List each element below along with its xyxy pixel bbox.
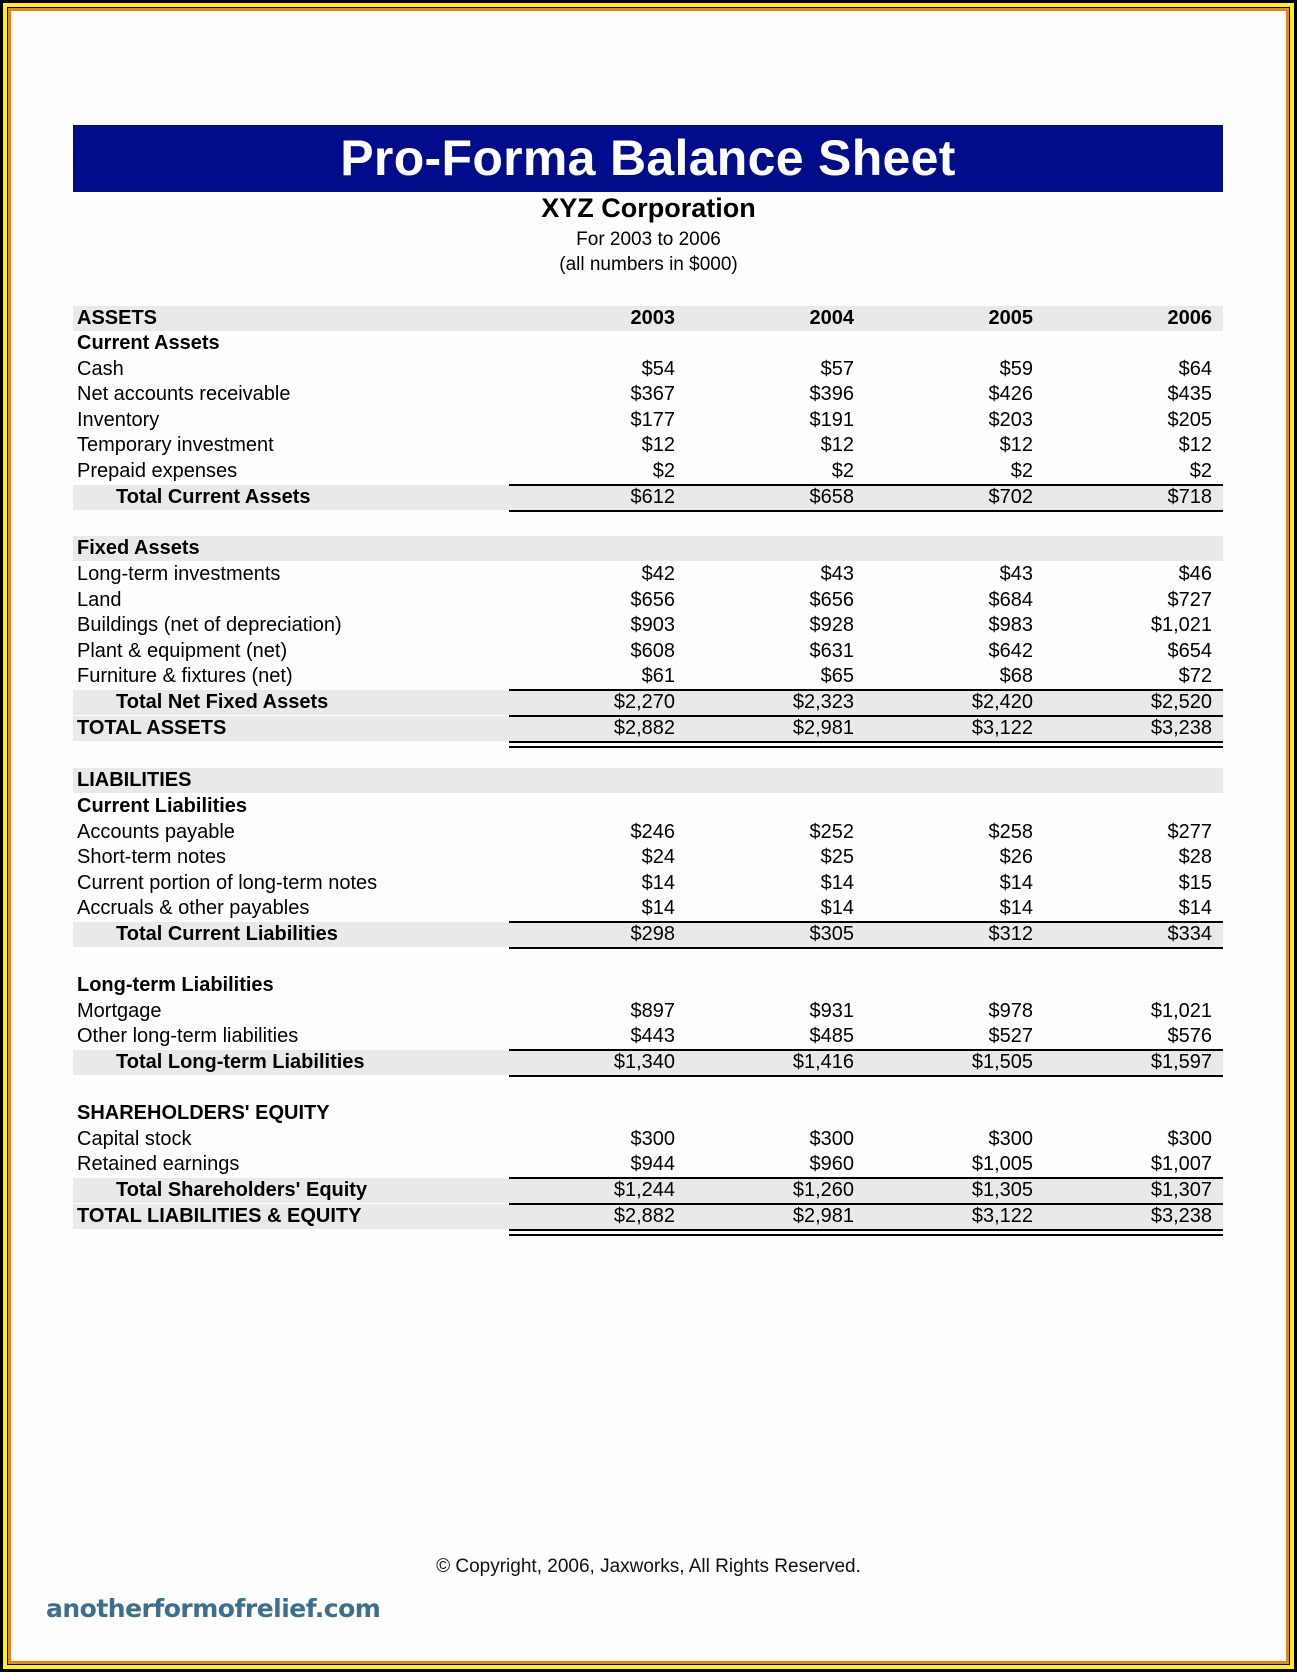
value-cell-2004: $485 [809,1025,854,1047]
section-header-row [73,331,1223,356]
row-label: Plant & equipment (net) [77,640,288,662]
value-cell-2003: $24 [641,846,675,868]
total-rule-above [509,484,1223,486]
value-cell-2006: $435 [1167,383,1212,405]
copyright-notice: © Copyright, 2006, Jaxworks, All Rights Reserved. [436,1556,861,1577]
value-cell-2005: $203 [988,409,1033,431]
total-rule-above [509,1203,1223,1205]
subtotal-row [73,690,1223,715]
value-cell-2003: $1,340 [613,1051,675,1073]
value-cell-2004: $396 [809,383,854,405]
units-note: (all numbers in $000) [559,254,738,275]
row-label: Long-term investments [77,563,281,585]
row-label: Buildings (net of depreciation) [77,614,342,636]
value-cell-2006: $1,307 [1150,1179,1212,1201]
year-header: 2003 [630,307,675,329]
row-label: Net accounts receivable [77,383,291,405]
value-cell-2006: $654 [1167,640,1212,662]
total-rule-below [509,1075,1223,1077]
value-cell-2003: $298 [630,923,675,945]
row-label: SHAREHOLDERS' EQUITY [77,1102,330,1124]
value-cell-2003: $443 [630,1025,675,1047]
subtotal-row [73,1050,1223,1075]
section-header-row [73,973,1223,998]
value-cell-2006: $14 [1178,897,1212,919]
row-label: Other long-term liabilities [77,1025,299,1047]
line-item-row [73,639,1223,664]
value-cell-2004: $14 [820,872,854,894]
value-cell-2006: $277 [1167,821,1212,843]
value-cell-2005: $258 [988,821,1033,843]
value-cell-2005: $642 [988,640,1033,662]
value-cell-2003: $897 [630,1000,675,1022]
value-cell-2003: $42 [641,563,675,585]
value-cell-2005: $43 [999,563,1033,585]
value-cell-2004: $2,323 [792,691,854,713]
total-rule-above [509,1177,1223,1179]
row-label: Total Net Fixed Assets [116,691,329,713]
row-label: LIABILITIES [77,769,192,791]
value-cell-2005: $978 [988,1000,1033,1022]
value-cell-2003: $14 [641,872,675,894]
value-cell-2005: $14 [999,897,1033,919]
line-item-row [73,845,1223,870]
line-item-row [73,562,1223,587]
value-cell-2003: $903 [630,614,675,636]
value-cell-2004: $2,981 [792,1205,854,1227]
value-cell-2004: $928 [809,614,854,636]
line-item-row [73,382,1223,407]
section-header-row [73,768,1223,793]
value-cell-2003: $246 [630,821,675,843]
value-cell-2003: $2 [652,460,675,482]
value-cell-2003: $656 [630,589,675,611]
row-label: Total Current Liabilities [116,923,338,945]
year-header: 2006 [1167,307,1212,329]
section-header-row [73,536,1223,561]
value-cell-2004: $65 [820,665,854,687]
row-label: Retained earnings [77,1153,240,1175]
row-label: Prepaid expenses [77,460,238,482]
value-cell-2005: $527 [988,1025,1033,1047]
row-label: Cash [77,358,124,380]
watermark: anotherformofrelief.com [46,1594,381,1623]
value-cell-2006: $2,520 [1150,691,1212,713]
row-label: Total Long-term Liabilities [116,1051,365,1073]
value-cell-2006: $727 [1167,589,1212,611]
row-label: Furniture & fixtures (net) [77,665,293,687]
row-label: Current Liabilities [77,795,248,817]
line-item-row [73,1024,1223,1049]
subtotal-row [73,922,1223,947]
value-cell-2006: $1,021 [1150,614,1212,636]
line-item-row [73,896,1223,921]
value-cell-2003: $300 [630,1128,675,1150]
total-rule-above [509,715,1223,717]
year-header: 2005 [988,307,1033,329]
value-cell-2004: $960 [809,1153,854,1175]
value-cell-2004: $2,981 [792,717,854,739]
value-cell-2006: $12 [1178,434,1212,456]
total-rule-below [509,510,1223,512]
line-item-row [73,433,1223,458]
value-cell-2005: $14 [999,872,1033,894]
value-cell-2006: $28 [1178,846,1212,868]
row-label: TOTAL LIABILITIES & EQUITY [77,1205,362,1227]
value-cell-2006: $46 [1178,563,1212,585]
header-assets-label: ASSETS [77,307,158,329]
value-cell-2004: $43 [820,563,854,585]
row-label: Long-term Liabilities [77,974,274,996]
value-cell-2004: $1,260 [792,1179,854,1201]
value-cell-2003: $608 [630,640,675,662]
value-cell-2003: $54 [641,358,675,380]
value-cell-2003: $177 [630,409,675,431]
line-item-row [73,357,1223,382]
row-label: Total Shareholders' Equity [116,1179,368,1201]
value-cell-2004: $931 [809,1000,854,1022]
row-label: Land [77,589,122,611]
value-cell-2006: $1,021 [1150,1000,1212,1022]
row-label: Short-term notes [77,846,226,868]
value-cell-2004: $25 [820,846,854,868]
row-label: Fixed Assets [77,537,200,559]
line-item-row [73,871,1223,896]
double-underline [509,1229,1223,1236]
line-item-row [73,613,1223,638]
value-cell-2005: $3,122 [971,717,1033,739]
value-cell-2005: $2,420 [971,691,1033,713]
value-cell-2006: $718 [1167,486,1212,508]
line-item-row [73,999,1223,1024]
line-item-row [73,1127,1223,1152]
value-cell-2004: $656 [809,589,854,611]
value-cell-2006: $72 [1178,665,1212,687]
row-label: Accruals & other payables [77,897,310,919]
line-item-row [73,664,1223,689]
line-item-row [73,459,1223,484]
row-label: Accounts payable [77,821,235,843]
total-rule-above [509,689,1223,691]
value-cell-2003: $944 [630,1153,675,1175]
value-cell-2003: $14 [641,897,675,919]
value-cell-2005: $1,505 [971,1051,1033,1073]
value-cell-2004: $12 [820,434,854,456]
subtotal-row [73,1178,1223,1203]
value-cell-2005: $426 [988,383,1033,405]
value-cell-2004: $300 [809,1128,854,1150]
row-label: TOTAL ASSETS [77,717,227,739]
grand-total-row [73,716,1223,741]
value-cell-2003: $2,882 [613,1205,675,1227]
value-cell-2005: $684 [988,589,1033,611]
value-cell-2004: $57 [820,358,854,380]
value-cell-2004: $191 [809,409,854,431]
value-cell-2005: $26 [999,846,1033,868]
section-header-row [73,794,1223,819]
value-cell-2006: $334 [1167,923,1212,945]
value-cell-2005: $1,005 [971,1153,1033,1175]
value-cell-2003: $2,270 [613,691,675,713]
value-cell-2005: $702 [988,486,1033,508]
value-cell-2003: $612 [630,486,675,508]
value-cell-2006: $205 [1167,409,1212,431]
line-item-row [73,408,1223,433]
company-name: XYZ Corporation [541,193,756,223]
row-label: Inventory [77,409,160,431]
total-rule-above [509,1049,1223,1051]
value-cell-2005: $59 [999,358,1033,380]
period-subtitle: For 2003 to 2006 [576,229,721,250]
line-item-row [73,588,1223,613]
section-header-row [73,1101,1223,1126]
value-cell-2004: $252 [809,821,854,843]
line-item-row [73,820,1223,845]
total-rule-above [509,921,1223,923]
row-label: Current Assets [77,332,220,354]
value-cell-2006: $576 [1167,1025,1212,1047]
row-label: Capital stock [77,1128,192,1150]
value-cell-2006: $1,007 [1150,1153,1212,1175]
value-cell-2004: $14 [820,897,854,919]
value-cell-2003: $1,244 [613,1179,675,1201]
year-header: 2004 [809,307,854,329]
total-rule-below [509,947,1223,949]
value-cell-2006: $3,238 [1150,717,1212,739]
row-label: Current portion of long-term notes [77,872,378,894]
value-cell-2004: $305 [809,923,854,945]
value-cell-2005: $68 [999,665,1033,687]
value-cell-2006: $15 [1178,872,1212,894]
row-label: Total Current Assets [116,486,311,508]
value-cell-2006: $3,238 [1150,1205,1212,1227]
grand-total-row [73,1204,1223,1229]
double-underline [509,741,1223,748]
value-cell-2006: $1,597 [1150,1051,1212,1073]
value-cell-2005: $2 [1010,460,1033,482]
value-cell-2006: $2 [1189,460,1212,482]
row-label: Temporary investment [77,434,274,456]
value-cell-2004: $2 [831,460,854,482]
row-label: Mortgage [77,1000,162,1022]
value-cell-2003: $12 [641,434,675,456]
value-cell-2006: $300 [1167,1128,1212,1150]
table-header-row [73,306,1223,331]
value-cell-2004: $658 [809,486,854,508]
value-cell-2005: $12 [999,434,1033,456]
value-cell-2003: $367 [630,383,675,405]
value-cell-2003: $61 [641,665,675,687]
value-cell-2003: $2,882 [613,717,675,739]
value-cell-2004: $631 [809,640,854,662]
value-cell-2005: $312 [988,923,1033,945]
document-title: Pro-Forma Balance Sheet [73,125,1223,192]
value-cell-2005: $3,122 [971,1205,1033,1227]
value-cell-2006: $64 [1178,358,1212,380]
value-cell-2004: $1,416 [792,1051,854,1073]
value-cell-2005: $983 [988,614,1033,636]
subtotal-row [73,485,1223,510]
value-cell-2005: $1,305 [971,1179,1033,1201]
value-cell-2005: $300 [988,1128,1033,1150]
line-item-row [73,1152,1223,1177]
